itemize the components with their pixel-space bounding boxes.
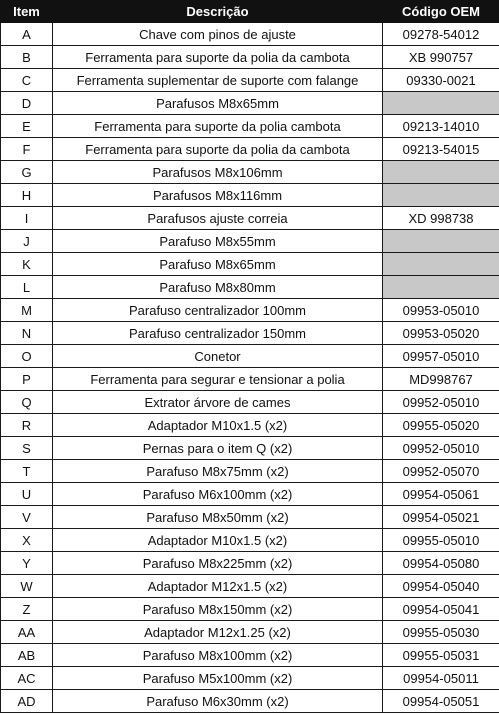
cell-oem: 09955-05020: [383, 414, 499, 437]
cell-description: Parafuso M8x50mm (x2): [53, 506, 383, 529]
cell-oem: [383, 161, 499, 184]
cell-oem: 09213-54015: [383, 138, 499, 161]
cell-description: Parafusos M8x116mm: [53, 184, 383, 207]
table-row: [1, 184, 499, 207]
cell-description: Parafuso M8x150mm (x2): [53, 598, 383, 621]
table-row: [1, 690, 499, 713]
cell-oem: [383, 92, 499, 115]
cell-description: Parafuso centralizador 100mm: [53, 299, 383, 322]
cell-oem: 09954-05080: [383, 552, 499, 575]
cell-description: Parafusos M8x106mm: [53, 161, 383, 184]
table-body: [1, 23, 499, 713]
cell-oem: 09954-05021: [383, 506, 499, 529]
cell-item: F: [1, 138, 53, 161]
cell-oem: 09954-05061: [383, 483, 499, 506]
table-row: [1, 644, 499, 667]
cell-item: Q: [1, 391, 53, 414]
table-row: [1, 322, 499, 345]
cell-item: J: [1, 230, 53, 253]
cell-description: Adaptador M12x1.25 (x2): [53, 621, 383, 644]
cell-oem: 09954-05041: [383, 598, 499, 621]
cell-item: M: [1, 299, 53, 322]
cell-description: Adaptador M12x1.5 (x2): [53, 575, 383, 598]
cell-item: R: [1, 414, 53, 437]
cell-oem: 09952-05010: [383, 391, 499, 414]
table-header: [1, 1, 499, 23]
cell-oem: XB 990757: [383, 46, 499, 69]
table-row: [1, 391, 499, 414]
table-row: [1, 575, 499, 598]
cell-oem: [383, 253, 499, 276]
cell-item: E: [1, 115, 53, 138]
cell-description: Parafuso M8x100mm (x2): [53, 644, 383, 667]
table-row: [1, 23, 499, 46]
cell-item: D: [1, 92, 53, 115]
cell-item: S: [1, 437, 53, 460]
cell-description: Ferramenta para segurar e tensionar a polia: [53, 368, 383, 391]
cell-description: Ferramenta para suporte da polia da cambota: [53, 138, 383, 161]
table-row: [1, 46, 499, 69]
table-row: [1, 460, 499, 483]
cell-description: Ferramenta para suporte da polia da cambota: [53, 46, 383, 69]
table-row: [1, 667, 499, 690]
table-row: [1, 598, 499, 621]
cell-item: B: [1, 46, 53, 69]
cell-item: H: [1, 184, 53, 207]
cell-oem: 09957-05010: [383, 345, 499, 368]
header-row: [1, 1, 499, 23]
cell-item: N: [1, 322, 53, 345]
table-row: [1, 276, 499, 299]
cell-item: AB: [1, 644, 53, 667]
cell-item: C: [1, 69, 53, 92]
cell-description: Parafuso M8x75mm (x2): [53, 460, 383, 483]
table-row: [1, 506, 499, 529]
column-header-description: Descrição: [53, 1, 383, 23]
cell-item: Y: [1, 552, 53, 575]
cell-item: P: [1, 368, 53, 391]
column-header-oem: Código OEM: [383, 1, 499, 23]
table-row: [1, 299, 499, 322]
cell-item: G: [1, 161, 53, 184]
cell-oem: 09278-54012: [383, 23, 499, 46]
cell-oem: 09954-05011: [383, 667, 499, 690]
cell-description: Parafuso M6x30mm (x2): [53, 690, 383, 713]
cell-oem: 09213-14010: [383, 115, 499, 138]
cell-item: Z: [1, 598, 53, 621]
cell-oem: 09952-05010: [383, 437, 499, 460]
cell-oem: 09330-0021: [383, 69, 499, 92]
cell-description: Adaptador M10x1.5 (x2): [53, 414, 383, 437]
cell-oem: 09955-05010: [383, 529, 499, 552]
cell-item: W: [1, 575, 53, 598]
cell-oem: 09955-05030: [383, 621, 499, 644]
cell-item: AD: [1, 690, 53, 713]
cell-oem: 09953-05020: [383, 322, 499, 345]
table-row: [1, 345, 499, 368]
cell-description: Chave com pinos de ajuste: [53, 23, 383, 46]
cell-item: K: [1, 253, 53, 276]
cell-description: Extrator árvore de cames: [53, 391, 383, 414]
table-row: [1, 253, 499, 276]
cell-description: Parafuso M5x100mm (x2): [53, 667, 383, 690]
cell-item: T: [1, 460, 53, 483]
table-row: [1, 69, 499, 92]
table-row: [1, 483, 499, 506]
cell-item: AA: [1, 621, 53, 644]
table-row: [1, 529, 499, 552]
table-row: [1, 161, 499, 184]
cell-description: Parafuso M8x65mm: [53, 253, 383, 276]
cell-description: Parafuso M8x55mm: [53, 230, 383, 253]
table-row: [1, 552, 499, 575]
cell-oem: 09955-05031: [383, 644, 499, 667]
cell-description: Ferramenta suplementar de suporte com falange: [53, 69, 383, 92]
cell-description: Ferramenta para suporte da polia cambota: [53, 115, 383, 138]
column-header-item: Item: [1, 1, 53, 23]
cell-oem: 09954-05040: [383, 575, 499, 598]
cell-description: Parafusos ajuste correia: [53, 207, 383, 230]
table-row: [1, 621, 499, 644]
cell-item: X: [1, 529, 53, 552]
cell-oem: XD 998738: [383, 207, 499, 230]
cell-item: O: [1, 345, 53, 368]
cell-item: U: [1, 483, 53, 506]
cell-description: Conetor: [53, 345, 383, 368]
cell-description: Adaptador M10x1.5 (x2): [53, 529, 383, 552]
cell-oem: [383, 230, 499, 253]
table-row: [1, 414, 499, 437]
cell-oem: MD998767: [383, 368, 499, 391]
cell-description: Parafusos M8x65mm: [53, 92, 383, 115]
cell-item: V: [1, 506, 53, 529]
table-row: [1, 437, 499, 460]
table-row: [1, 92, 499, 115]
cell-oem: 09954-05051: [383, 690, 499, 713]
table-row: [1, 138, 499, 161]
cell-description: Parafuso M8x225mm (x2): [53, 552, 383, 575]
cell-item: I: [1, 207, 53, 230]
cell-description: Parafuso M6x100mm (x2): [53, 483, 383, 506]
table-row: [1, 230, 499, 253]
table-row: [1, 207, 499, 230]
cell-oem: 09953-05010: [383, 299, 499, 322]
table-row: [1, 368, 499, 391]
cell-description: Parafuso centralizador 150mm: [53, 322, 383, 345]
cell-oem: [383, 184, 499, 207]
cell-item: L: [1, 276, 53, 299]
table-row: [1, 115, 499, 138]
cell-oem: 09952-05070: [383, 460, 499, 483]
cell-item: A: [1, 23, 53, 46]
cell-description: Parafuso M8x80mm: [53, 276, 383, 299]
cell-description: Pernas para o item Q (x2): [53, 437, 383, 460]
cell-item: AC: [1, 667, 53, 690]
cell-oem: [383, 276, 499, 299]
